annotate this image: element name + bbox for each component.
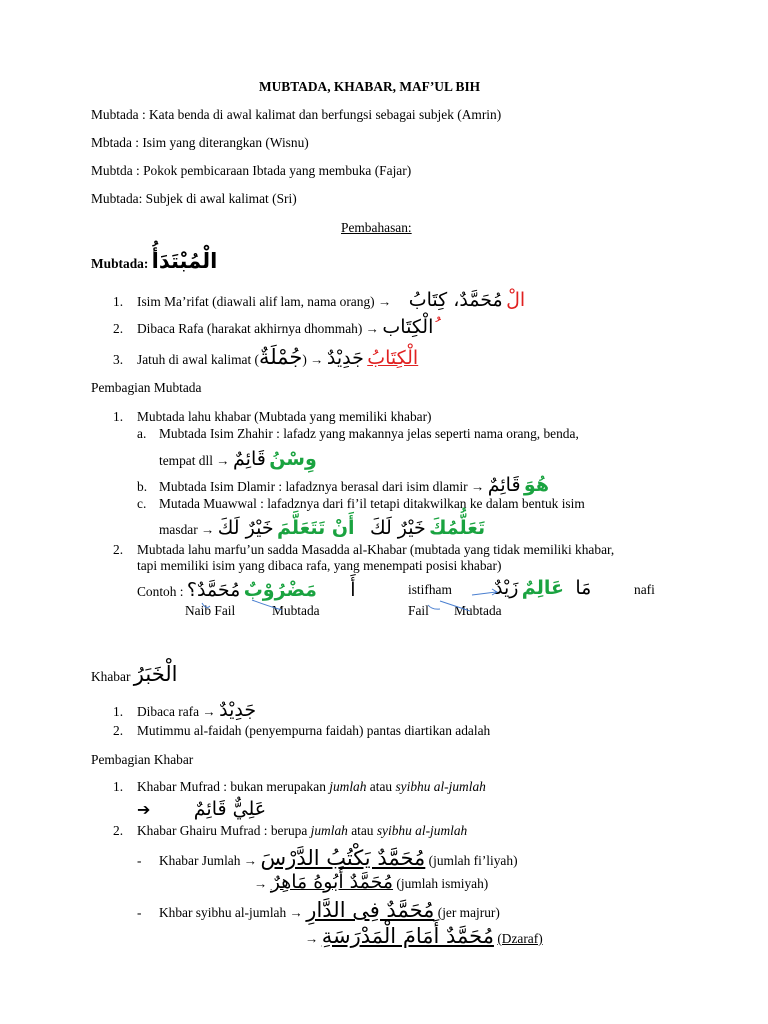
arabic-green-2: تَعَلُّمُكَ	[429, 517, 486, 539]
khabar-syibhu-label: Khbar syibhu al-jumlah →	[159, 905, 303, 920]
contoh-arabic-a: مُحَمَّدٌ؟	[186, 579, 241, 601]
point-text: Isim Ma’rifat (diawali alif lam, nama orang) →	[137, 294, 392, 309]
arabic-dzaraf: مُحَمَّدٌ أَمَامَ الْمَدْرَسَةِ	[321, 924, 494, 948]
list-number: 1.	[113, 409, 124, 424]
contoh-hamzah: أَ	[350, 579, 356, 601]
mubtada-point-3	[113, 346, 418, 369]
label-naib-fail: Naib Fail	[185, 603, 236, 618]
contoh-nafi: nafi	[634, 582, 655, 597]
list-number: 2.	[113, 542, 124, 557]
arabic-jer-majrur: مُحَمَّدٌ فِى الدَّارِ	[306, 898, 435, 922]
sub-text: Mutada Muawwal : lafadznya dari fi’il tetapi ditakwilkan ke dalam bentuk isim	[159, 496, 585, 511]
list-number: 1.	[113, 294, 124, 309]
arrow: →	[254, 876, 268, 891]
section-pembagian-mubtada: Pembagian Mubtada	[91, 380, 202, 395]
section-pembahasan: Pembahasan:	[341, 220, 412, 235]
note-jumlah-filiyah: (jumlah fi’liyah)	[428, 853, 518, 868]
definition-wisnu: Mbtada : Isim yang diterangkan (Wisnu)	[91, 135, 309, 150]
note-jer-majrur: (jer majrur)	[437, 905, 500, 920]
arabic-jumlah-ismiyah: مُحَمَّدٌ أَبُوهُ مَاهِرٌ	[270, 871, 394, 893]
pk-item-1-example	[137, 799, 266, 820]
pm-item-1c-cont	[159, 518, 485, 539]
list-number: 2.	[113, 723, 124, 738]
contoh-label: Contoh :	[137, 584, 184, 599]
right-arrow-icon: ➔	[137, 800, 151, 819]
label-mubtada-2: Mubtada	[454, 603, 502, 618]
contoh-arabic-green-a: مَضْرُوْبٌ	[243, 579, 317, 601]
arabic-black: قَائِمٌ	[487, 474, 521, 496]
list-number: 2.	[113, 823, 124, 838]
pm-item-1b	[137, 475, 549, 496]
pm-item-1	[113, 410, 432, 423]
pk-text-pre: Khabar Mufrad : bukan merupakan	[137, 779, 330, 794]
note-jumlah-ismiyah: (jumlah ismiyah)	[396, 876, 489, 891]
page-title: MUBTADA, KHABAR, MAF’UL BIH	[259, 79, 481, 94]
label-mubtada-1: Mubtada	[272, 603, 320, 618]
pk-text-italic-2: syibhu al-jumlah	[376, 823, 468, 838]
arabic-black: جَدِيْدٌ	[326, 347, 364, 369]
arabic-green: هُوَ	[523, 474, 549, 496]
mubtada-heading-label: Mubtada:	[91, 256, 149, 271]
khabar-jumlah-row-1	[137, 847, 518, 870]
khabar-jumlah-label: Khabar Jumlah →	[159, 853, 258, 868]
sub-label: c.	[137, 496, 147, 511]
pk-text-italic-2: syibhu al-jumlah	[395, 779, 486, 794]
khabar-heading-arabic: الْخَبَرُ	[133, 662, 178, 686]
pm-item-text: Mubtada lahu marfu’un sadda Masadda al-Khabar (mubtada yang tidak memiliki khabar,	[137, 542, 615, 557]
point-text: Mutimmu al-faidah (penyempurna faidah) pantas diartikan adalah	[137, 723, 491, 738]
arabic-black: الْكِتَاب	[382, 316, 434, 338]
definition-fajar: Mubtda : Pokok pembicaraan Ibtada yang membuka (Fajar)	[91, 163, 412, 178]
arabic-red-underline: الْكِتَابُ	[367, 347, 419, 369]
arabic-black: مُحَمَّدٌ، كِتَابُ	[408, 289, 503, 311]
pm-item-2-cont: tapi memiliki isim yang dibaca rafa, yang menempati posisi khabar)	[137, 558, 502, 573]
contoh-arabic-b: زَيْدٌ	[494, 577, 519, 599]
khabar-syibhu-row-2	[305, 925, 543, 948]
pk-item-2	[113, 824, 467, 837]
definition-amrin: Mubtada : Kata benda di awal kalimat dan berfungsi sebagai subjek (Amrin)	[91, 107, 502, 122]
pk-text-italic-1: jumlah	[329, 779, 367, 794]
arabic-jumlah-filiyah: مُحَمَّدٌ يَكْتُبُ الدَّرْسَ	[260, 846, 426, 870]
contoh-ma: مَا	[575, 577, 592, 599]
list-number: 1.	[113, 779, 124, 794]
contoh-arabic-green-b: عَالِمٌ	[521, 577, 564, 599]
arabic-red-prefix: الْ	[506, 289, 526, 311]
pk-text-pre: Khabar Ghairu Mufrad : berupa	[137, 823, 311, 838]
khabar-heading	[91, 663, 178, 686]
khabar-syibhu-row-1	[137, 899, 500, 922]
arabic-green: وِسْنُ	[269, 448, 317, 470]
point-text: Dibaca rafa →	[137, 704, 216, 719]
label-fail: Fail	[408, 603, 429, 618]
pk-text-italic-1: jumlah	[310, 823, 348, 838]
section-pembagian-khabar: Pembagian Khabar	[91, 752, 194, 767]
pk-text-mid: atau	[347, 823, 377, 838]
point-close: ) →	[302, 352, 324, 367]
list-number: 2.	[113, 321, 124, 336]
sub-text: Mubtada Isim Dlamir : lafadznya berasal dari isim dlamir →	[159, 479, 485, 494]
pm-item-2	[113, 543, 614, 556]
arabic-ali-qaim: عَلِيٌّ قَائِمٌ	[193, 798, 267, 820]
arabic-black-1: خَيْرٌ لَكَ	[217, 517, 274, 539]
arabic-jadid: جَدِيْدٌ	[219, 699, 257, 721]
contoh-istifham: istifham	[408, 582, 452, 597]
point-text: Dibaca Rafa (harakat akhirnya dhommah) →	[137, 321, 380, 336]
contoh-line	[137, 580, 356, 601]
pm-item-1c	[137, 497, 585, 510]
sub-text-cont: masdar →	[159, 522, 215, 537]
arabic-black-2: خَيْرٌ لَكَ	[369, 517, 426, 539]
sub-text: Mubtada Isim Zhahir : lafadz yang makannya jelas seperti nama orang, benda,	[159, 426, 579, 441]
mubtada-heading-arabic: الْمُبْتَدَأُ	[151, 249, 218, 273]
khabar-point-1	[113, 700, 256, 721]
point-text: Jatuh di awal kalimat (	[137, 352, 259, 367]
list-number: 1.	[113, 704, 124, 719]
mubtada-heading	[91, 250, 217, 273]
khabar-heading-label: Khabar	[91, 669, 131, 684]
mubtada-point-1	[113, 290, 525, 311]
annotation-arrow-fail	[428, 605, 440, 609]
contoh-line-b	[494, 578, 591, 599]
arabic-green-1: أَنْ تَتَعَلَّمَ	[276, 517, 355, 539]
dash: -	[137, 905, 142, 920]
pk-item-1	[113, 780, 486, 793]
list-number: 3.	[113, 352, 124, 367]
pm-item-1a-cont	[159, 449, 317, 470]
arabic-black: قَائِمٌ	[233, 448, 266, 470]
khabar-jumlah-row-2	[254, 872, 488, 893]
note-dzaraf: (Dzaraf)	[497, 931, 543, 946]
sub-label: b.	[137, 479, 148, 494]
pm-item-1a	[137, 427, 579, 440]
khabar-point-2	[113, 724, 490, 737]
mubtada-point-2	[113, 317, 433, 338]
sub-text-cont: tempat dll →	[159, 453, 230, 468]
pm-item-text: Mubtada lahu khabar (Mubtada yang memiliki khabar)	[137, 409, 432, 424]
pk-text-mid: atau	[366, 779, 396, 794]
sub-label: a.	[137, 426, 147, 441]
dash: -	[137, 853, 142, 868]
annotation-arrow-zaid	[472, 592, 496, 595]
definition-sri: Mubtada: Subjek di awal kalimat (Sri)	[91, 191, 297, 206]
arrow: →	[305, 931, 319, 946]
arabic-jumlah: جُمْلَةٌ	[258, 345, 303, 369]
